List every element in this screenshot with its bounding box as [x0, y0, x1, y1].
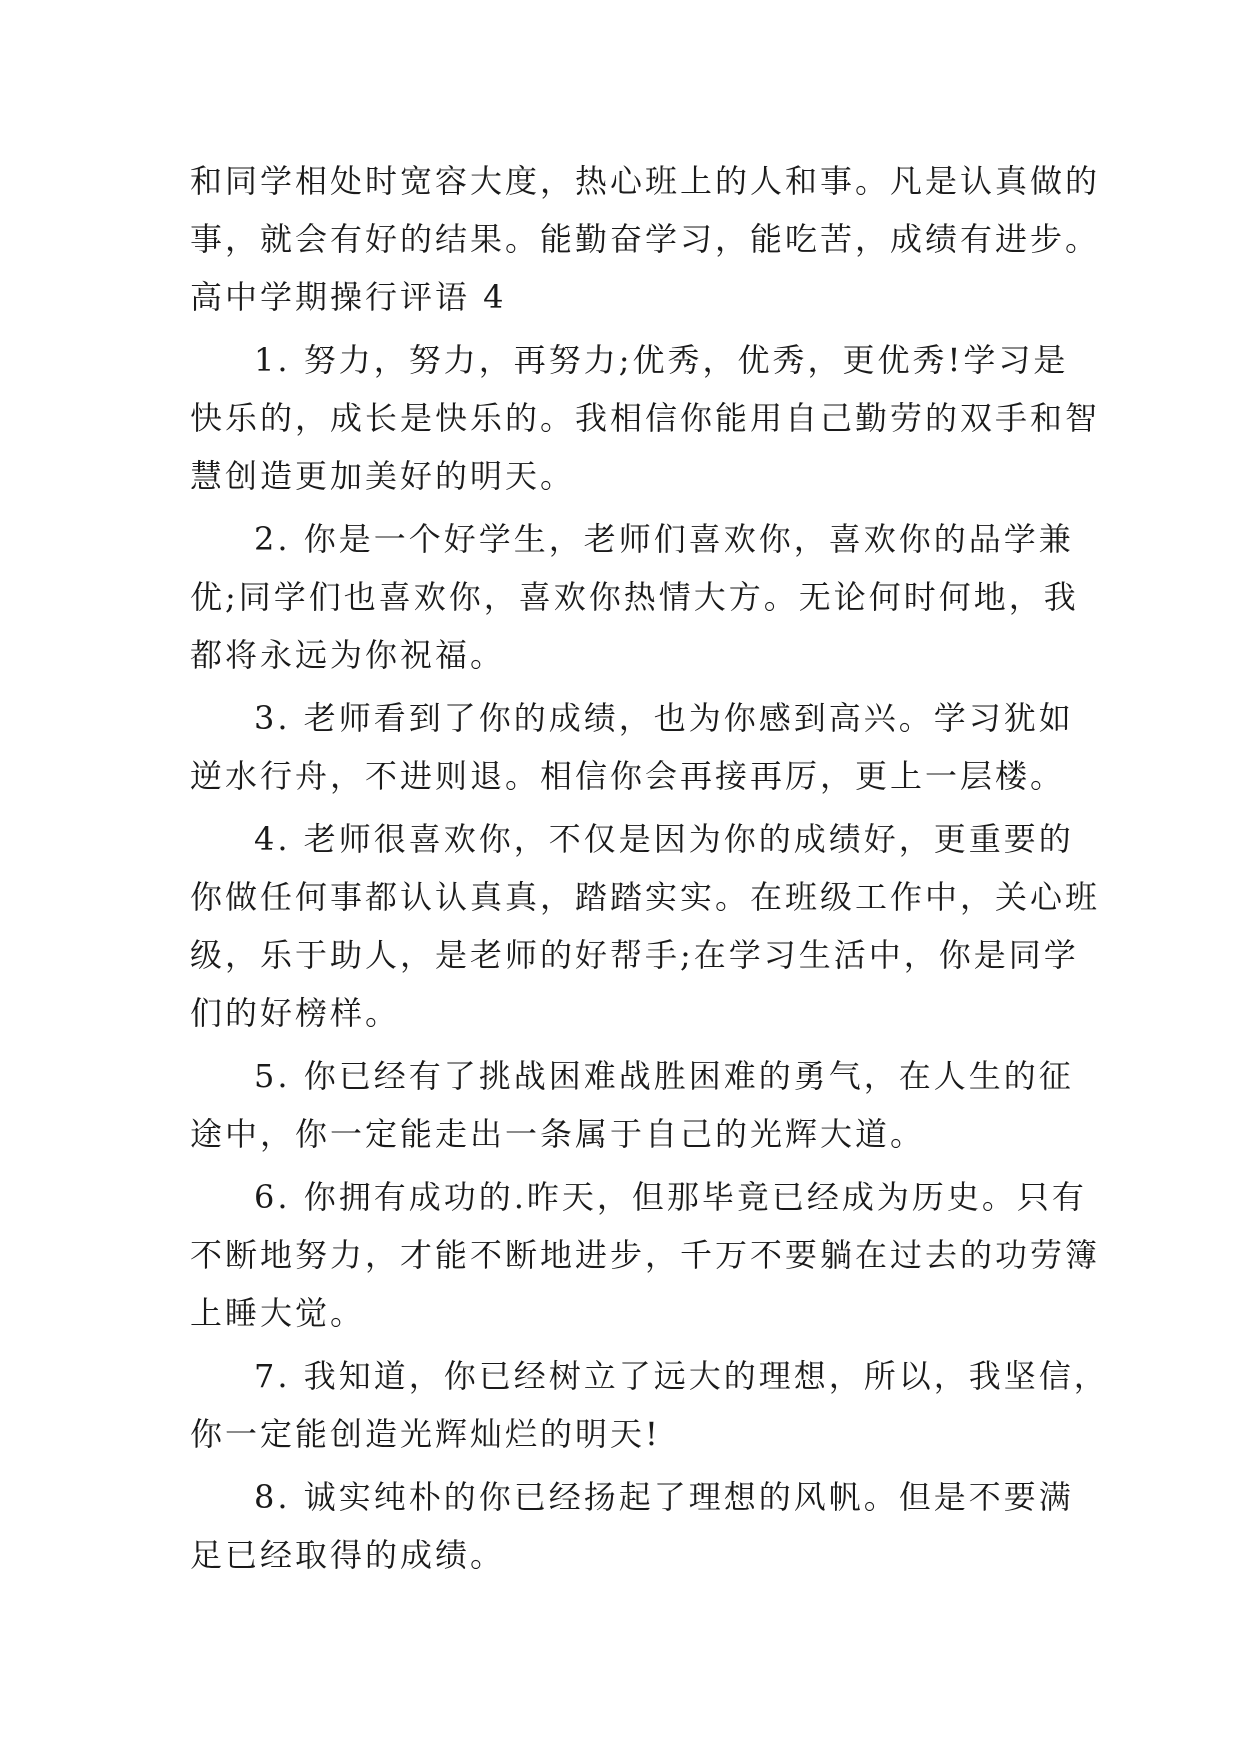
text-line: 你一定能创造光辉灿烂的明天! — [190, 1415, 661, 1453]
text-line: 8. 诚实纯朴的你已经扬起了理想的风帆。但是不要满 — [254, 1478, 1074, 1516]
text-line: 事，就会有好的结果。能勤奋学习，能吃苦，成绩有进步。 — [190, 220, 1101, 258]
document-body — [190, 152, 1109, 1584]
text-line: 你做任何事都认认真真，踏踏实实。在班级工作中，关心班 — [190, 878, 1101, 916]
list-item — [190, 689, 1074, 805]
text-line: 和同学相处时宽容大度，热心班上的人和事。凡是认真做的 — [190, 162, 1101, 200]
list-item — [190, 1347, 1109, 1463]
list-item — [190, 1468, 1074, 1584]
text-line: 4. 老师很喜欢你，不仅是因为你的成绩好，更重要的 — [254, 820, 1074, 858]
text-line: 快乐的，成长是快乐的。我相信你能用自己勤劳的双手和智 — [190, 399, 1101, 437]
text-line: 优;同学们也喜欢你，喜欢你热情大方。无论何时何地，我 — [190, 578, 1079, 616]
list-item — [190, 1168, 1101, 1342]
text-line: 级，乐于助人，是老师的好帮手;在学习生活中，你是同学 — [190, 936, 1079, 974]
list-item — [190, 1047, 1074, 1163]
text-line: 上睡大觉。 — [190, 1294, 366, 1332]
text-line: 不断地努力，才能不断地进步，千万不要躺在过去的功劳簿 — [190, 1236, 1101, 1274]
text-line: 们的好榜样。 — [190, 994, 401, 1032]
text-line: 慧创造更加美好的明天。 — [190, 457, 576, 495]
section-heading: 高中学期操行评语 4 — [190, 278, 507, 316]
text-line: 2. 你是一个好学生，老师们喜欢你，喜欢你的品学兼 — [254, 520, 1074, 558]
text-line: 7. 我知道，你已经树立了远大的理想，所以，我坚信， — [254, 1357, 1109, 1395]
text-line: 5. 你已经有了挑战困难战胜困难的勇气，在人生的征 — [254, 1057, 1074, 1095]
text-line: 6. 你拥有成功的.昨天，但那毕竟已经成为历史。只有 — [254, 1178, 1087, 1216]
intro-paragraph — [190, 152, 1101, 268]
text-line: 3. 老师看到了你的成绩，也为你感到高兴。学习犹如 — [254, 699, 1074, 737]
text-line: 逆水行舟，不进则退。相信你会再接再厉，更上一层楼。 — [190, 757, 1066, 795]
list-item — [190, 810, 1101, 1042]
text-line: 都将永远为你祝福。 — [190, 636, 506, 674]
list-item — [190, 510, 1079, 684]
text-line: 1. 努力，努力，再努力;优秀，优秀，更优秀!学习是 — [254, 341, 1069, 379]
text-line: 途中，你一定能走出一条属于自己的光辉大道。 — [190, 1115, 926, 1153]
text-line: 足已经取得的成绩。 — [190, 1536, 506, 1574]
list-item — [190, 331, 1101, 505]
